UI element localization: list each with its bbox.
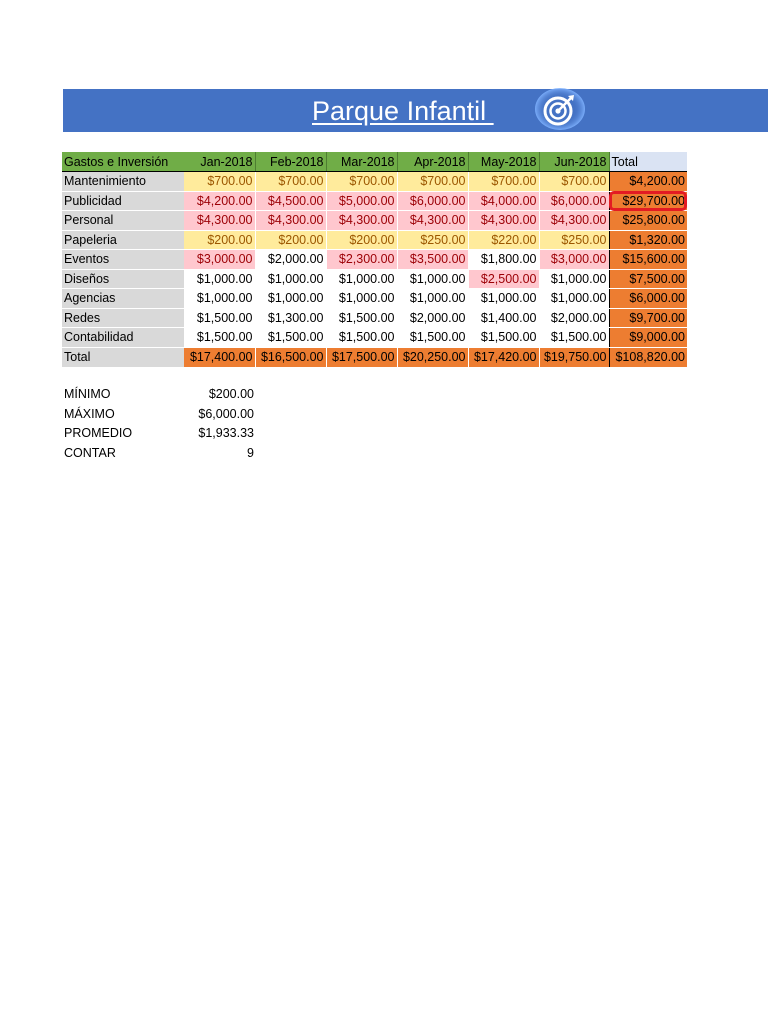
value-cell[interactable]: $200.00 bbox=[326, 230, 397, 250]
value-cell[interactable]: $3,500.00 bbox=[397, 250, 468, 270]
value-cell[interactable]: $5,000.00 bbox=[326, 191, 397, 211]
total-row bbox=[62, 347, 687, 367]
value-cell[interactable]: $4,300.00 bbox=[468, 211, 539, 231]
value-cell[interactable]: $1,300.00 bbox=[255, 308, 326, 328]
row-total[interactable]: $9,000.00 bbox=[609, 328, 687, 348]
column-total[interactable]: $17,400.00 bbox=[184, 347, 255, 367]
value-cell[interactable]: $1,500.00 bbox=[468, 328, 539, 348]
table-row bbox=[62, 269, 687, 289]
stat-value[interactable]: 9 bbox=[247, 446, 254, 461]
value-cell[interactable]: $3,000.00 bbox=[539, 250, 609, 270]
header-month[interactable]: Mar-2018 bbox=[326, 152, 397, 172]
value-cell[interactable]: $700.00 bbox=[184, 172, 255, 192]
value-cell[interactable]: $1,000.00 bbox=[539, 289, 609, 309]
value-cell[interactable]: $1,000.00 bbox=[539, 269, 609, 289]
table-row bbox=[62, 289, 687, 309]
value-cell[interactable]: $700.00 bbox=[539, 172, 609, 192]
value-cell[interactable]: $700.00 bbox=[468, 172, 539, 192]
value-cell[interactable]: $2,000.00 bbox=[539, 308, 609, 328]
stat-label[interactable]: MÍNIMO bbox=[64, 387, 111, 402]
grand-total[interactable]: $108,820.00 bbox=[609, 347, 687, 367]
value-cell[interactable]: $1,000.00 bbox=[326, 269, 397, 289]
value-cell[interactable]: $4,300.00 bbox=[255, 211, 326, 231]
header-category[interactable]: Gastos e Inversión bbox=[62, 152, 184, 172]
column-total[interactable]: $16,500.00 bbox=[255, 347, 326, 367]
value-cell[interactable]: $1,000.00 bbox=[468, 289, 539, 309]
table-row bbox=[62, 172, 687, 192]
value-cell[interactable]: $1,500.00 bbox=[184, 328, 255, 348]
stat-row bbox=[62, 405, 256, 425]
stat-row bbox=[62, 385, 256, 405]
table-row bbox=[62, 211, 687, 231]
value-cell[interactable]: $1,500.00 bbox=[326, 308, 397, 328]
header-month[interactable]: Feb-2018 bbox=[255, 152, 326, 172]
value-cell[interactable]: $1,500.00 bbox=[184, 308, 255, 328]
row-total[interactable]: $25,800.00 bbox=[609, 211, 687, 231]
row-label[interactable]: Redes bbox=[62, 308, 184, 328]
row-label[interactable]: Publicidad bbox=[62, 191, 184, 211]
value-cell[interactable]: $1,000.00 bbox=[184, 269, 255, 289]
value-cell[interactable]: $1,000.00 bbox=[397, 289, 468, 309]
value-cell[interactable]: $1,000.00 bbox=[326, 289, 397, 309]
value-cell[interactable]: $4,000.00 bbox=[468, 191, 539, 211]
value-cell[interactable]: $250.00 bbox=[539, 230, 609, 250]
sheet-title: Parque Infantil bbox=[312, 96, 494, 126]
header-row bbox=[62, 152, 687, 172]
row-label[interactable]: Agencias bbox=[62, 289, 184, 309]
stat-row bbox=[62, 424, 256, 444]
value-cell[interactable]: $4,300.00 bbox=[326, 211, 397, 231]
value-cell[interactable]: $1,500.00 bbox=[397, 328, 468, 348]
row-total[interactable]: $7,500.00 bbox=[609, 269, 687, 289]
column-total[interactable]: $19,750.00 bbox=[539, 347, 609, 367]
value-cell[interactable]: $2,300.00 bbox=[326, 250, 397, 270]
value-cell[interactable]: $4,300.00 bbox=[397, 211, 468, 231]
target-icon bbox=[534, 87, 586, 131]
value-cell[interactable]: $6,000.00 bbox=[539, 191, 609, 211]
budget-table bbox=[62, 152, 687, 367]
value-cell[interactable]: $2,500.00 bbox=[468, 269, 539, 289]
value-cell[interactable]: $1,500.00 bbox=[539, 328, 609, 348]
row-total[interactable]: $4,200.00 bbox=[609, 172, 687, 192]
value-cell[interactable]: $4,200.00 bbox=[184, 191, 255, 211]
value-cell[interactable]: $1,000.00 bbox=[255, 269, 326, 289]
column-total[interactable]: $17,420.00 bbox=[468, 347, 539, 367]
stat-value[interactable]: $6,000.00 bbox=[198, 406, 254, 421]
value-cell[interactable]: $3,000.00 bbox=[184, 250, 255, 270]
column-total[interactable]: $20,250.00 bbox=[397, 347, 468, 367]
row-label[interactable]: Papeleria bbox=[62, 230, 184, 250]
value-cell[interactable]: $4,300.00 bbox=[539, 211, 609, 231]
row-label[interactable]: Diseños bbox=[62, 269, 184, 289]
row-total[interactable]: $15,600.00 bbox=[609, 250, 687, 270]
value-cell[interactable]: $1,500.00 bbox=[326, 328, 397, 348]
row-label[interactable]: Personal bbox=[62, 211, 184, 231]
column-total[interactable]: $17,500.00 bbox=[326, 347, 397, 367]
value-cell[interactable]: $2,000.00 bbox=[397, 308, 468, 328]
row-total[interactable]: $1,320.00 bbox=[609, 230, 687, 250]
value-cell[interactable]: $1,000.00 bbox=[184, 289, 255, 309]
value-cell[interactable]: $250.00 bbox=[397, 230, 468, 250]
value-cell[interactable]: $1,000.00 bbox=[255, 289, 326, 309]
row-label[interactable]: Mantenimiento bbox=[62, 172, 184, 192]
value-cell[interactable]: $1,000.00 bbox=[397, 269, 468, 289]
stat-label[interactable]: PROMEDIO bbox=[64, 426, 133, 441]
table-row bbox=[62, 308, 687, 328]
highlight-circle bbox=[609, 191, 687, 211]
value-cell[interactable]: $200.00 bbox=[184, 230, 255, 250]
value-cell[interactable]: $200.00 bbox=[255, 230, 326, 250]
row-label[interactable]: Eventos bbox=[62, 250, 184, 270]
header-month[interactable]: May-2018 bbox=[468, 152, 539, 172]
value-cell[interactable]: $1,400.00 bbox=[468, 308, 539, 328]
value-cell[interactable]: $700.00 bbox=[397, 172, 468, 192]
row-total[interactable]: $9,700.00 bbox=[609, 308, 687, 328]
value-cell[interactable]: $2,000.00 bbox=[255, 250, 326, 270]
header-month[interactable]: Jan-2018 bbox=[184, 152, 255, 172]
value-cell[interactable]: $4,500.00 bbox=[255, 191, 326, 211]
row-total[interactable]: $6,000.00 bbox=[609, 289, 687, 309]
total-label[interactable]: Total bbox=[62, 347, 184, 367]
stat-value[interactable]: $1,933.33 bbox=[198, 426, 254, 441]
value-cell[interactable]: $6,000.00 bbox=[397, 191, 468, 211]
table-row bbox=[62, 191, 687, 211]
table-row bbox=[62, 250, 687, 270]
stat-value[interactable]: $200.00 bbox=[208, 387, 254, 402]
table-row bbox=[62, 230, 687, 250]
stat-row bbox=[62, 444, 256, 464]
row-label[interactable]: Contabilidad bbox=[62, 328, 184, 348]
stat-label[interactable]: CONTAR bbox=[64, 446, 116, 461]
header-month[interactable]: Jun-2018 bbox=[539, 152, 609, 172]
summary-stats bbox=[62, 385, 256, 463]
value-cell[interactable]: $4,300.00 bbox=[184, 211, 255, 231]
value-cell[interactable]: $700.00 bbox=[326, 172, 397, 192]
header-month[interactable]: Apr-2018 bbox=[397, 152, 468, 172]
value-cell[interactable]: $220.00 bbox=[468, 230, 539, 250]
value-cell[interactable]: $1,800.00 bbox=[468, 250, 539, 270]
row-total[interactable]: $29,700.00 bbox=[609, 191, 687, 211]
table-row bbox=[62, 328, 687, 348]
header-total[interactable]: Total bbox=[609, 152, 687, 172]
stat-label[interactable]: MÁXIMO bbox=[64, 406, 115, 421]
value-cell[interactable]: $700.00 bbox=[255, 172, 326, 192]
value-cell[interactable]: $1,500.00 bbox=[255, 328, 326, 348]
